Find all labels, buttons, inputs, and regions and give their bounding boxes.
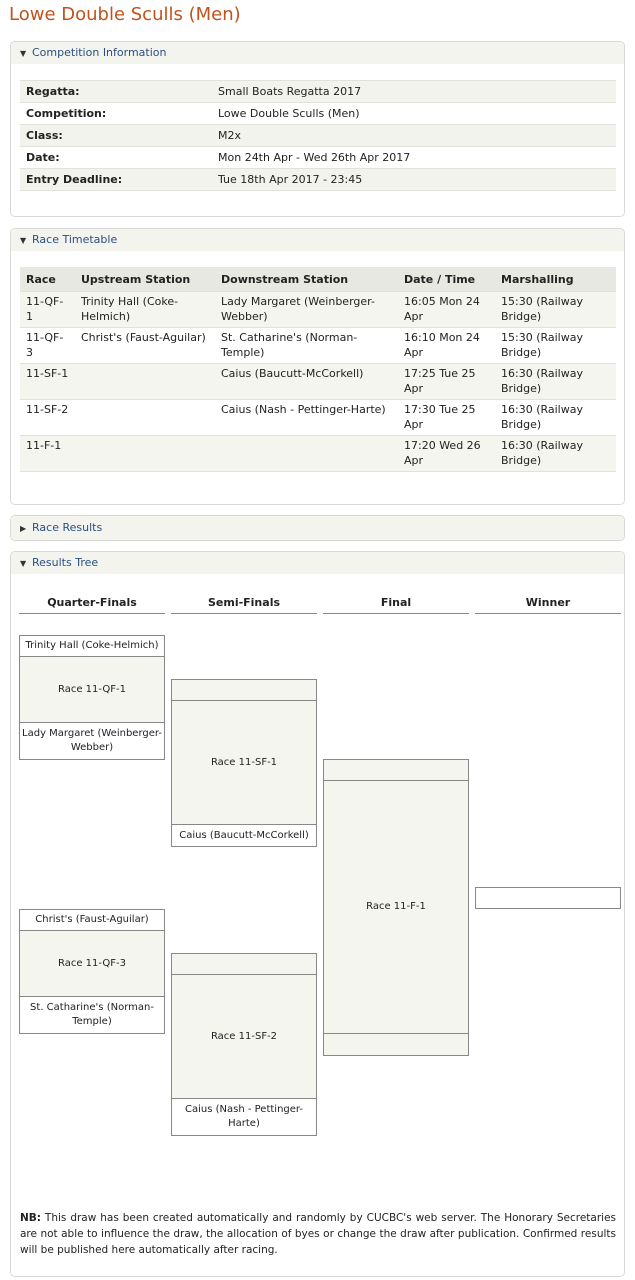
collapsed-triangle-icon: ▶	[20, 524, 27, 533]
table-row	[20, 400, 616, 436]
marshalling-cell: 16:30 (Railway Bridge)	[495, 364, 616, 400]
final-slot-bottom	[323, 1034, 469, 1056]
info-label: Date:	[20, 147, 212, 169]
sf2-crew-bottom: Caius (Nash - Pettinger-Harte)	[171, 1099, 317, 1136]
downstream-cell	[215, 436, 398, 472]
note-label: NB:	[20, 1212, 41, 1224]
race-timetable-header: Race Timetable	[32, 233, 118, 246]
info-value: Mon 24th Apr - Wed 26th Apr 2017	[212, 147, 616, 169]
info-label: Entry Deadline:	[20, 169, 212, 191]
sf2-race-link[interactable]: Race 11-SF-2	[171, 975, 317, 1099]
sf1-race-link[interactable]: Race 11-SF-1	[171, 701, 317, 825]
note-text: This draw has been created automatically and randomly by CUCBC's web server. The Honorary Secretaries are not able to influence the draw, the allocation of byes or change the draw after publication. Confirmed results will be published here automatically after racing.	[20, 1212, 616, 1256]
info-row	[20, 147, 616, 169]
sf1-slot-top	[171, 679, 317, 701]
race-cell: 11-SF-1	[20, 364, 75, 400]
qf3-crew-bottom: St. Catharine's (Norman-Temple)	[19, 997, 165, 1034]
race-results-header: Race Results	[32, 521, 103, 534]
tree-col-semi-finals: Semi-Finals	[171, 596, 317, 614]
col-downstream: Downstream Station	[215, 267, 398, 292]
tree-col-winner: Winner	[475, 596, 621, 614]
info-row	[20, 125, 616, 147]
downstream-cell: St. Catharine's (Norman-Temple)	[215, 328, 398, 364]
race-results-panel	[10, 515, 625, 541]
info-value: Small Boats Regatta 2017	[212, 81, 616, 103]
qf1-race-link[interactable]: Race 11-QF-1	[19, 657, 165, 723]
info-row	[20, 169, 616, 191]
downstream-cell: Lady Margaret (Weinberger-Webber)	[215, 292, 398, 328]
datetime-cell: 17:25 Tue 25 Apr	[398, 364, 495, 400]
table-row	[20, 292, 616, 328]
info-label: Regatta:	[20, 81, 212, 103]
results-tree-panel	[10, 551, 625, 1277]
expanded-triangle-icon: ▼	[20, 559, 27, 568]
final-race-link[interactable]: Race 11-F-1	[323, 781, 469, 1034]
draw-note	[20, 1210, 616, 1258]
col-marshalling: Marshalling	[495, 267, 616, 292]
expanded-triangle-icon: ▼	[20, 236, 27, 245]
expanded-triangle-icon: ▼	[20, 49, 27, 58]
sf1-crew-bottom: Caius (Baucutt-McCorkell)	[171, 825, 317, 847]
tree-col-quarter-finals: Quarter-Finals	[19, 596, 165, 614]
info-value: Tue 18th Apr 2017 - 23:45	[212, 169, 616, 191]
qf3-race-link[interactable]: Race 11-QF-3	[19, 931, 165, 997]
race-timetable-toggle[interactable]	[11, 229, 624, 251]
table-row	[20, 364, 616, 400]
race-results-toggle[interactable]	[11, 516, 624, 540]
results-tree-toggle[interactable]	[11, 552, 624, 574]
info-row	[20, 103, 616, 125]
marshalling-cell: 15:30 (Railway Bridge)	[495, 328, 616, 364]
col-date-time: Date / Time	[398, 267, 495, 292]
marshalling-cell: 15:30 (Railway Bridge)	[495, 292, 616, 328]
marshalling-cell: 16:30 (Railway Bridge)	[495, 400, 616, 436]
info-value: M2x	[212, 125, 616, 147]
upstream-cell	[75, 436, 215, 472]
table-row	[20, 436, 616, 472]
table-row	[20, 328, 616, 364]
competition-info-table	[20, 80, 616, 191]
race-timetable-table	[20, 267, 616, 472]
downstream-cell: Caius (Baucutt-McCorkell)	[215, 364, 398, 400]
col-upstream: Upstream Station	[75, 267, 215, 292]
competition-info-panel	[10, 41, 625, 217]
downstream-cell: Caius (Nash - Pettinger-Harte)	[215, 400, 398, 436]
info-label: Competition:	[20, 103, 212, 125]
sf2-slot-top	[171, 953, 317, 975]
datetime-cell: 16:05 Mon 24 Apr	[398, 292, 495, 328]
datetime-cell: 17:30 Tue 25 Apr	[398, 400, 495, 436]
race-cell: 11-QF-1	[20, 292, 75, 328]
winner-slot	[475, 887, 621, 909]
marshalling-cell: 16:30 (Railway Bridge)	[495, 436, 616, 472]
qf1-crew-bottom: Lady Margaret (Weinberger-Webber)	[19, 723, 165, 760]
qf3-crew-top: Christ's (Faust-Aguilar)	[19, 909, 165, 931]
competition-info-header: Competition Information	[32, 46, 167, 59]
final-slot-top	[323, 759, 469, 781]
info-row	[20, 81, 616, 103]
tree-col-final: Final	[323, 596, 469, 614]
upstream-cell	[75, 400, 215, 436]
col-race: Race	[20, 267, 75, 292]
qf1-crew-top: Trinity Hall (Coke-Helmich)	[19, 635, 165, 657]
datetime-cell: 16:10 Mon 24 Apr	[398, 328, 495, 364]
datetime-cell: 17:20 Wed 26 Apr	[398, 436, 495, 472]
competition-info-toggle[interactable]	[11, 42, 624, 64]
upstream-cell	[75, 364, 215, 400]
info-label: Class:	[20, 125, 212, 147]
race-timetable-panel	[10, 228, 625, 505]
race-cell: 11-QF-3	[20, 328, 75, 364]
upstream-cell: Trinity Hall (Coke-Helmich)	[75, 292, 215, 328]
page-title: Lowe Double Sculls (Men)	[9, 4, 241, 25]
info-value: Lowe Double Sculls (Men)	[212, 103, 616, 125]
race-cell: 11-SF-2	[20, 400, 75, 436]
upstream-cell: Christ's (Faust-Aguilar)	[75, 328, 215, 364]
race-cell: 11-F-1	[20, 436, 75, 472]
results-tree-header: Results Tree	[32, 556, 99, 569]
